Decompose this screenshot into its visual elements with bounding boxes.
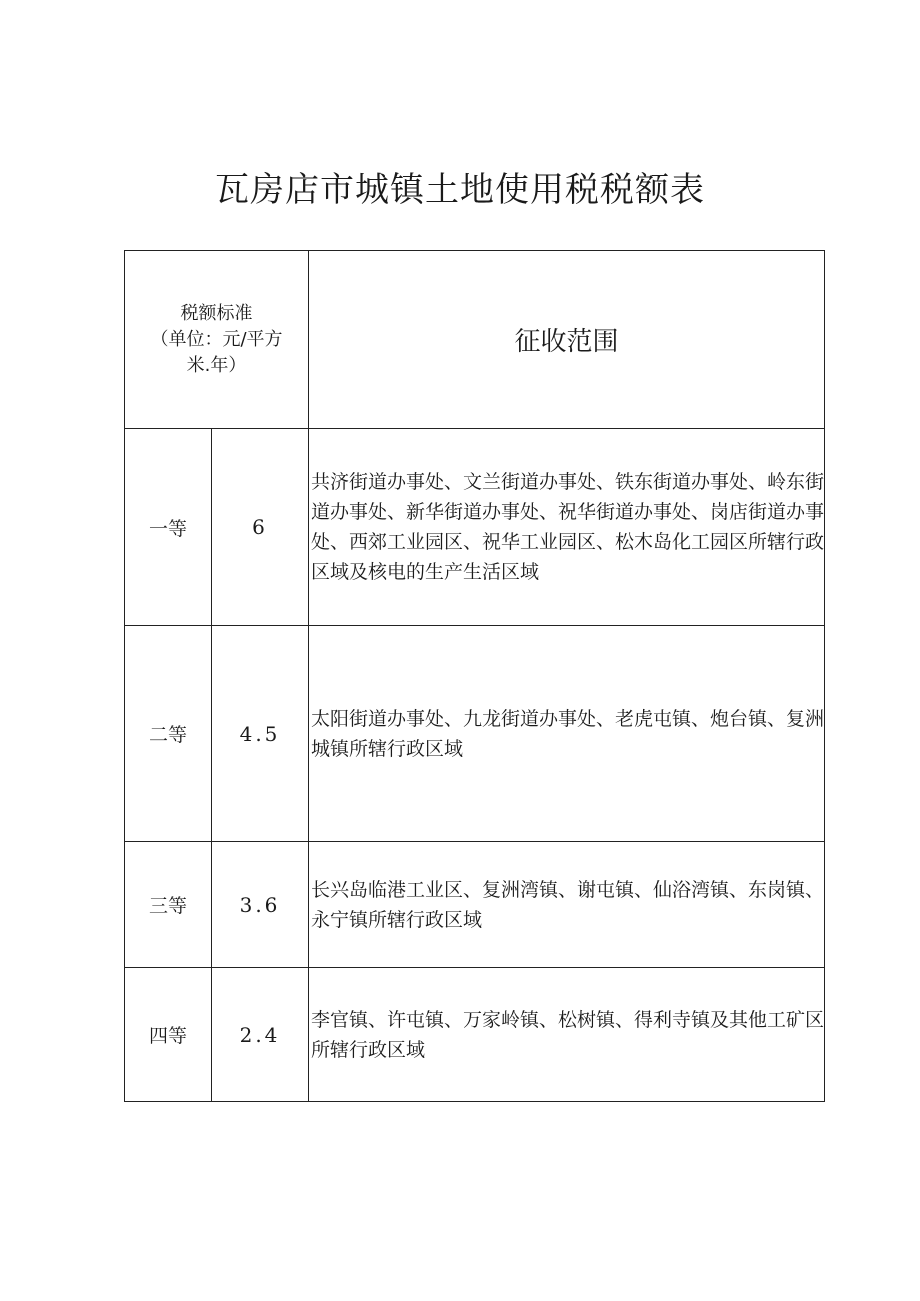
rate-cell: 4.5 xyxy=(212,626,309,842)
page-title: 瓦房店市城镇土地使用税税额表 xyxy=(215,170,705,210)
table-row xyxy=(125,842,825,968)
rate-cell: 6 xyxy=(212,429,309,626)
grade-cell: 三等 xyxy=(125,842,212,968)
table-row xyxy=(125,626,825,842)
grade-cell: 四等 xyxy=(125,968,212,1102)
scope-cell: 长兴岛临港工业区、复洲湾镇、谢屯镇、仙浴湾镇、东岗镇、永宁镇所辖行政区域 xyxy=(309,842,825,968)
rate-header-line-2: （单位：元/平方 xyxy=(150,328,283,350)
table-row xyxy=(125,968,825,1102)
grade-cell: 一等 xyxy=(125,429,212,626)
rate-standard-header xyxy=(125,251,309,429)
rate-header-line-1: 税额标准 xyxy=(180,302,253,324)
rate-header-line-3: 米.年） xyxy=(186,354,247,376)
table-row xyxy=(125,429,825,626)
rate-cell: 3.6 xyxy=(212,842,309,968)
scope-cell: 太阳街道办事处、九龙街道办事处、老虎屯镇、炮台镇、复洲城镇所辖行政区域 xyxy=(309,626,825,842)
scope-cell: 李官镇、许屯镇、万家岭镇、松树镇、得利寺镇及其他工矿区所辖行政区域 xyxy=(309,968,825,1102)
rate-cell: 2.4 xyxy=(212,968,309,1102)
table-header-row xyxy=(125,251,825,429)
scope-header: 征收范围 xyxy=(309,251,825,429)
scope-cell: 共济街道办事处、文兰街道办事处、铁东街道办事处、岭东街道办事处、新华街道办事处、祝华街道办事处、岗店街道办事处、西郊工业园区、祝华工业园区、松木岛化工园区所辖行政区域及核电的生产生活区域 xyxy=(309,429,825,626)
tax-rate-table xyxy=(124,250,825,1102)
grade-cell: 二等 xyxy=(125,626,212,842)
